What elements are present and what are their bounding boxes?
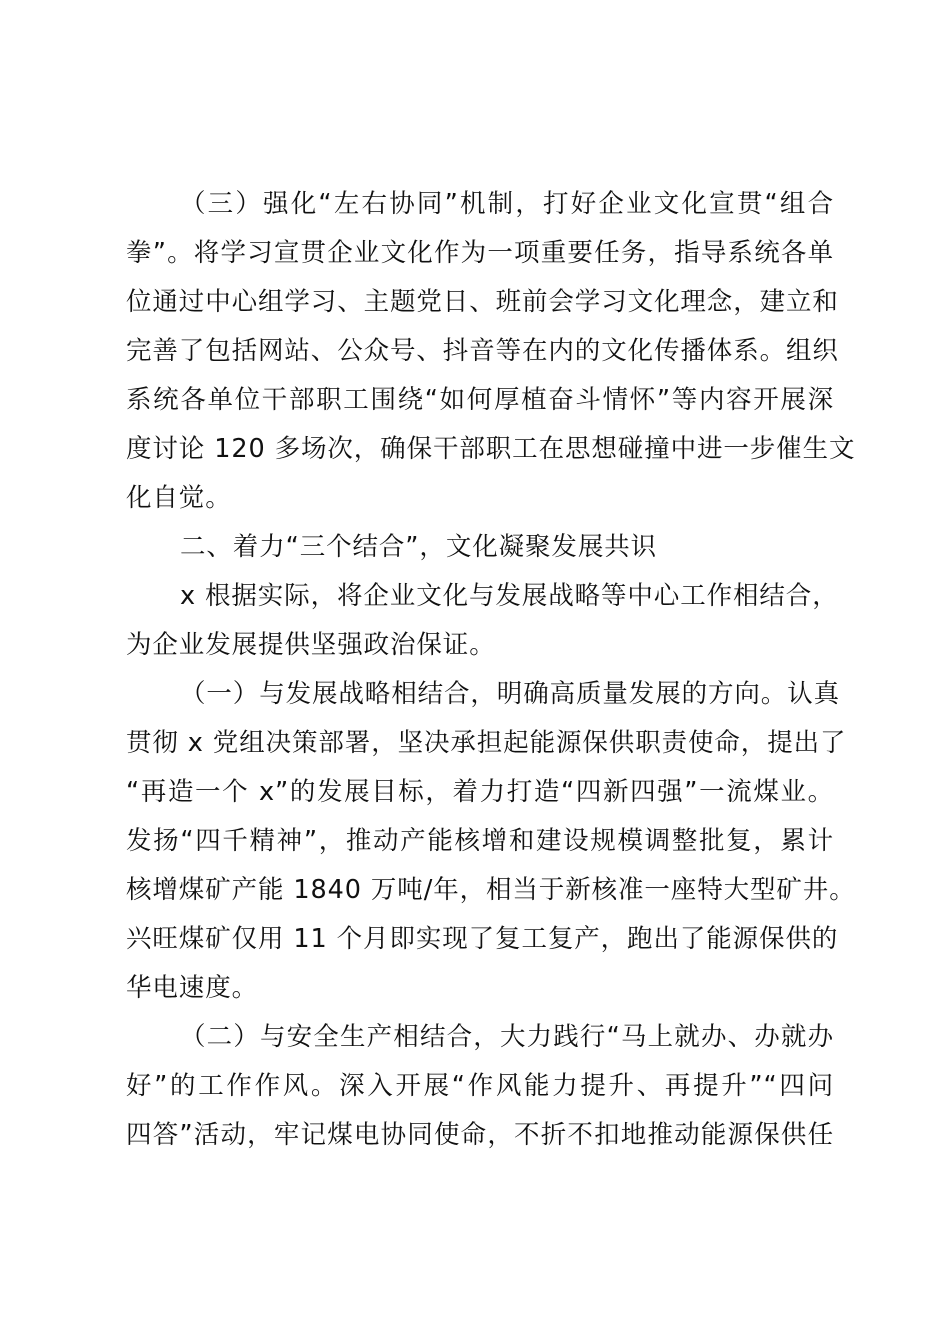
document-body bbox=[126, 180, 856, 1160]
text-line: x 根据实际，将企业文化与发展战略等中心工作相结合， bbox=[180, 581, 839, 611]
heading-line: 二、着力“三个结合”，文化凝聚发展共识 bbox=[180, 532, 658, 562]
text-line: 华电速度。 bbox=[126, 973, 259, 1003]
text-line: 好”的工作作风。深入开展“作风能力提升、再提升”“四问 bbox=[126, 1071, 834, 1101]
text-line: 化自觉。 bbox=[126, 483, 232, 513]
paragraph-2 bbox=[126, 572, 839, 670]
text-line: 完善了包括网站、公众号、抖音等在内的文化传播体系。组织 bbox=[126, 336, 839, 366]
text-line: 贯彻 x 党组决策部署，坚决承担起能源保供职责使命，提出了 bbox=[126, 728, 847, 758]
text-line: 拳”。将学习宣贯企业文化作为一项重要任务，指导系统各单 bbox=[126, 238, 834, 268]
text-line: 度讨论 120 多场次，确保干部职工在思想碰撞中进一步催生文 bbox=[126, 434, 856, 464]
text-line: 系统各单位干部职工围绕“如何厚植奋斗情怀”等内容开展深 bbox=[126, 385, 834, 415]
paragraph-1 bbox=[126, 180, 856, 523]
paragraph-3 bbox=[126, 670, 856, 1013]
section-heading bbox=[126, 523, 834, 572]
text-line: （三）强化“左右协同”机制，打好企业文化宣贯“组合 bbox=[180, 189, 834, 219]
text-line: 四答”活动，牢记煤电协同使命，不折不扣地推动能源保供任 bbox=[126, 1120, 834, 1150]
text-line: 兴旺煤矿仅用 11 个月即实现了复工复产，跑出了能源保供的 bbox=[126, 924, 839, 954]
text-line: “再造一个 x”的发展目标，着力打造“四新四强”一流煤业。 bbox=[126, 777, 834, 807]
text-line: （一）与发展战略相结合，明确高质量发展的方向。认真 bbox=[180, 679, 841, 709]
text-line: （二）与安全生产相结合，大力践行“马上就办、办就办 bbox=[180, 1022, 834, 1052]
paragraph-4 bbox=[126, 1013, 834, 1160]
text-line: 发扬“四千精神”，推动产能核增和建设规模调整批复，累计 bbox=[126, 826, 834, 856]
text-line: 位通过中心组学习、主题党日、班前会学习文化理念，建立和 bbox=[126, 287, 839, 317]
text-line: 核增煤矿产能 1840 万吨/年，相当于新核准一座特大型矿井。 bbox=[126, 875, 856, 905]
text-line: 为企业发展提供坚强政治保证。 bbox=[126, 630, 496, 660]
